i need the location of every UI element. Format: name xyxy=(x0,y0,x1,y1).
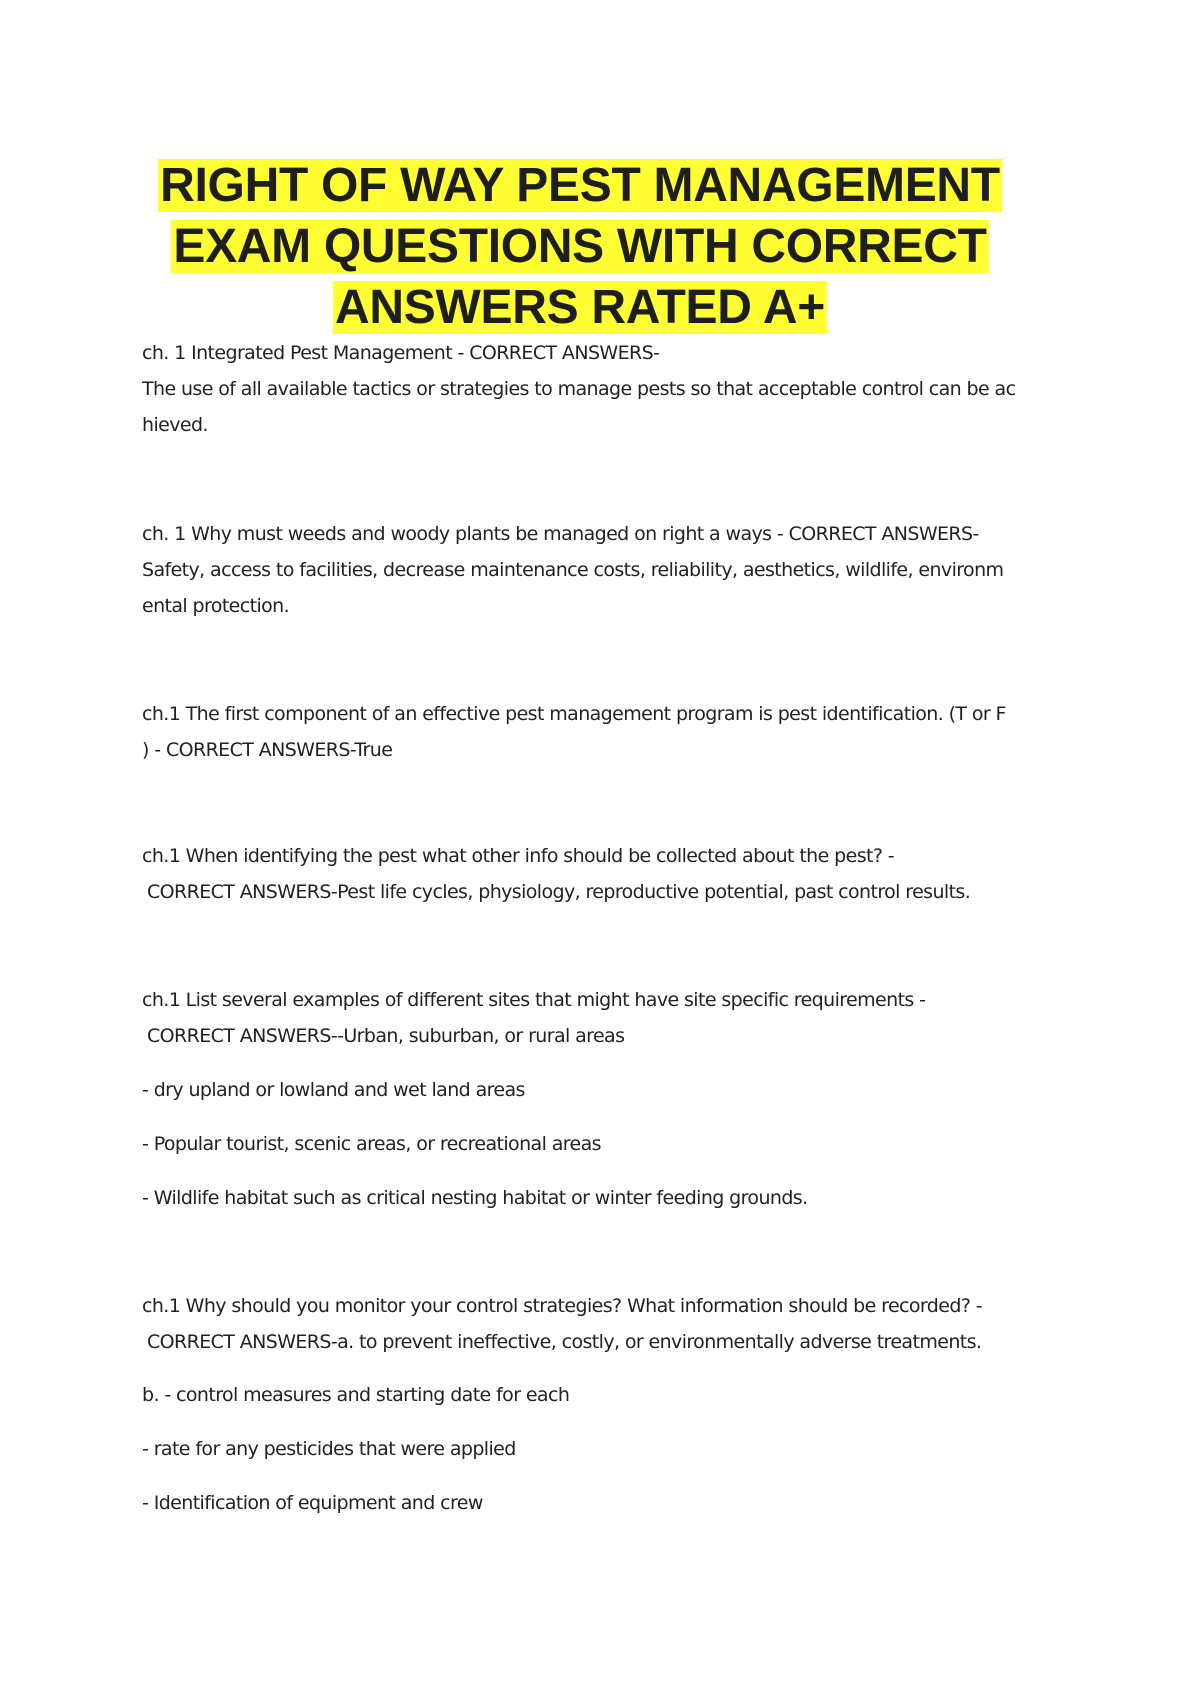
entry-line: ch.1 When identifying the pest what other info should be collected about the pest? - xyxy=(142,845,895,867)
title-line xyxy=(140,155,1020,216)
entry-line: CORRECT ANSWERS-a. to prevent ineffective, costly, or environmentally adverse treatments. xyxy=(147,1331,982,1353)
answer-list-item: - rate for any pesticides that were applied xyxy=(142,1438,516,1460)
title-line xyxy=(140,216,1020,277)
answer-list-item: - Wildlife habitat such as critical nesting habitat or winter feeding grounds. xyxy=(142,1187,808,1209)
answer-list-item: b. - control measures and starting date for each xyxy=(142,1384,570,1406)
question-entry xyxy=(142,982,925,1054)
entry-line: Safety, access to facilities, decrease maintenance costs, reliability, aesthetics, wildlife, environm xyxy=(142,559,1004,581)
title-line-text: ANSWERS RATED A+ xyxy=(335,281,825,334)
entry-line: ch. 1 Integrated Pest Management - CORRECT ANSWERS- xyxy=(142,342,660,364)
entry-line: hieved. xyxy=(142,414,208,436)
title-line xyxy=(140,277,1020,338)
document-title xyxy=(140,155,1020,338)
answer-list-item: - Popular tourist, scenic areas, or recreational areas xyxy=(142,1133,601,1155)
title-line-text: EXAM QUESTIONS WITH CORRECT xyxy=(173,220,987,273)
question-entry xyxy=(142,696,1006,768)
entry-line: ch.1 Why should you monitor your control strategies? What information should be recorded? - xyxy=(142,1295,982,1317)
entry-line: ch.1 The first component of an effective pest management program is pest identification. (T or F xyxy=(142,703,1006,725)
entry-line: ental protection. xyxy=(142,595,290,617)
question-entry xyxy=(142,335,1015,443)
entry-line: CORRECT ANSWERS-Pest life cycles, physiology, reproductive potential, past control results. xyxy=(147,881,971,903)
entry-line: ch.1 List several examples of different sites that might have site specific requirements - xyxy=(142,989,926,1011)
entry-line: ) - CORRECT ANSWERS-True xyxy=(142,739,393,761)
question-entry xyxy=(142,516,1003,624)
entry-line: CORRECT ANSWERS--Urban, suburban, or rural areas xyxy=(147,1025,625,1047)
question-entry xyxy=(142,1288,982,1360)
title-line-text: RIGHT OF WAY PEST MANAGEMENT xyxy=(160,159,1000,212)
entry-line: The use of all available tactics or strategies to manage pests so that acceptable control can be ac xyxy=(142,378,1016,400)
answer-list-item: - Identification of equipment and crew xyxy=(142,1492,483,1514)
entry-line: ch. 1 Why must weeds and woody plants be managed on right a ways - CORRECT ANSWERS- xyxy=(142,523,979,545)
answer-list-item: - dry upland or lowland and wet land areas xyxy=(142,1079,525,1101)
question-entry xyxy=(142,838,970,910)
